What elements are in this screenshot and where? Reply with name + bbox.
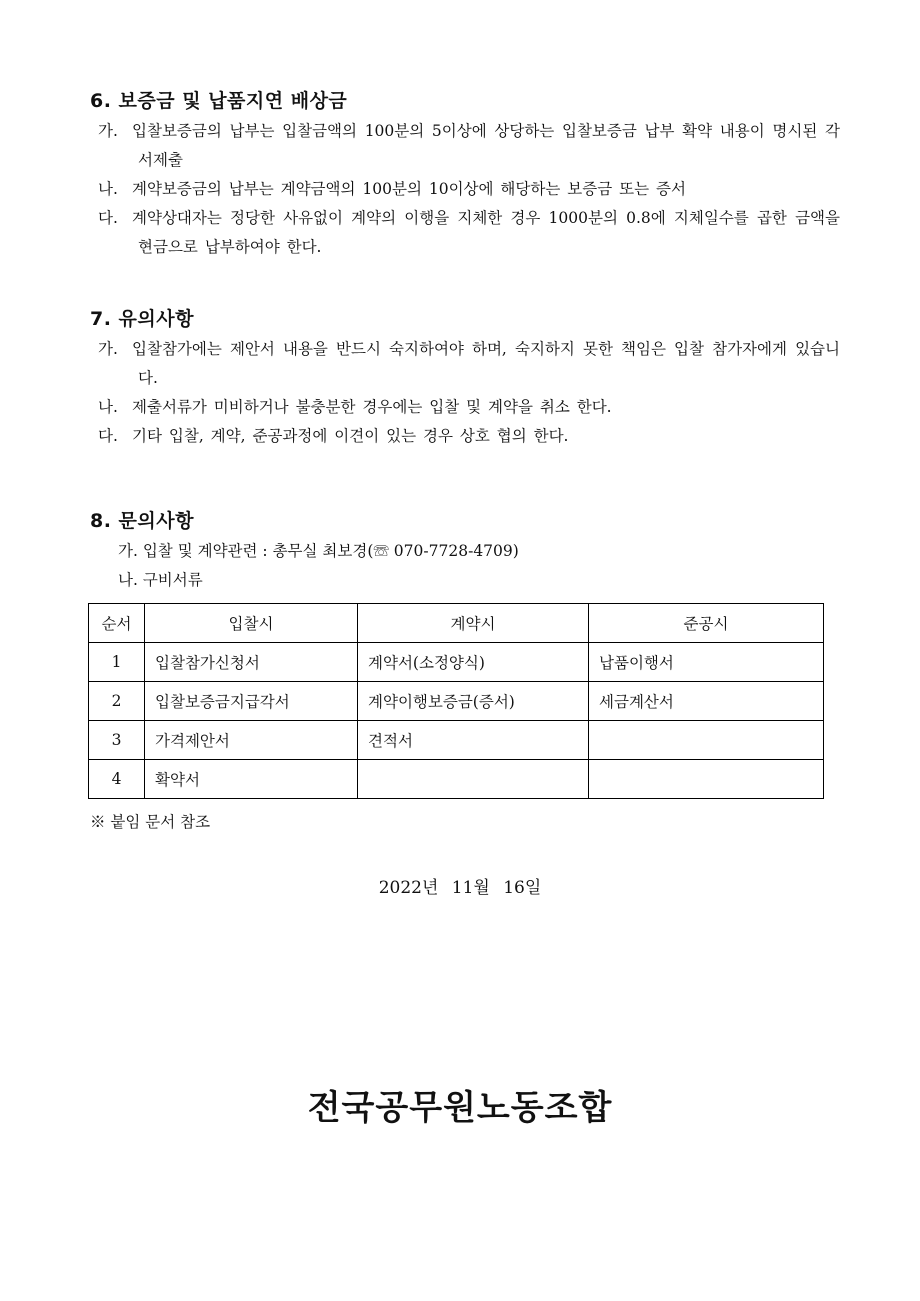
table-header: 입찰시 (145, 604, 358, 643)
section-6-title: 6. 보증금 및 납품지연 배상금 (90, 90, 348, 112)
table-row (89, 760, 824, 799)
table-cell (589, 760, 824, 799)
contact-line: 가. 입찰 및 계약관련 : 총무실 최보경(☏ 070-7728-4709) (118, 542, 519, 560)
table-cell: 확약서 (145, 760, 358, 799)
table-cell: 입찰보증금지급각서 (145, 682, 358, 721)
list-item: 가. 입찰참가에는 제안서 내용을 반드시 숙지하여야 하며, 숙지하지 못한 책임은 입찰 참가자에게 있습니다. (98, 340, 840, 387)
section-7-title: 7. 유의사항 (90, 308, 194, 330)
table-cell: 1 (89, 643, 145, 682)
attachment-note: ※ 붙임 문서 참조 (90, 813, 211, 831)
list-item: 나. 계약보증금의 납부는 계약금액의 100분의 10이상에 해당하는 보증금 또는 증서 (98, 180, 686, 198)
organization-name: 전국공무원노동조합 (307, 1088, 613, 1128)
documents-table (88, 603, 824, 799)
table-header: 계약시 (358, 604, 589, 643)
section-6 (90, 86, 840, 262)
table-row (89, 682, 824, 721)
table-cell: 세금계산서 (589, 682, 824, 721)
table-cell: 2 (89, 682, 145, 721)
table-cell (358, 760, 589, 799)
table-cell: 3 (89, 721, 145, 760)
table-header: 순서 (89, 604, 145, 643)
table-cell: 입찰참가신청서 (145, 643, 358, 682)
list-item: 나. 제출서류가 미비하거나 불충분한 경우에는 입찰 및 계약을 취소 한다. (98, 398, 612, 416)
section-7 (90, 304, 840, 451)
list-item: 다. 계약상대자는 정당한 사유없이 계약의 이행을 지체한 경우 1000분의 0.8에 지체일수를 곱한 금액을 현금으로 납부하여야 한다. (98, 209, 840, 256)
list-item: 다. 기타 입찰, 계약, 준공과정에 이견이 있는 경우 상호 협의 한다. (98, 427, 569, 445)
table-cell: 계약이행보증금(증서) (358, 682, 589, 721)
section-8 (90, 506, 840, 595)
table-header-row (89, 604, 824, 643)
table-cell: 계약서(소정양식) (358, 643, 589, 682)
documents-line: 나. 구비서류 (118, 571, 203, 589)
table-cell: 가격제안서 (145, 721, 358, 760)
table-cell: 납품이행서 (589, 643, 824, 682)
table-cell (589, 721, 824, 760)
table-header: 준공시 (589, 604, 824, 643)
table-row (89, 643, 824, 682)
document-date: 2022년 11월 16일 (378, 878, 542, 898)
table-cell: 4 (89, 760, 145, 799)
list-item: 가. 입찰보증금의 납부는 입찰금액의 100분의 5이상에 상당하는 입찰보증금 납부 확약 내용이 명시된 각서제출 (98, 122, 840, 169)
table-row (89, 721, 824, 760)
section-8-title: 8. 문의사항 (90, 510, 194, 532)
table-cell: 견적서 (358, 721, 589, 760)
